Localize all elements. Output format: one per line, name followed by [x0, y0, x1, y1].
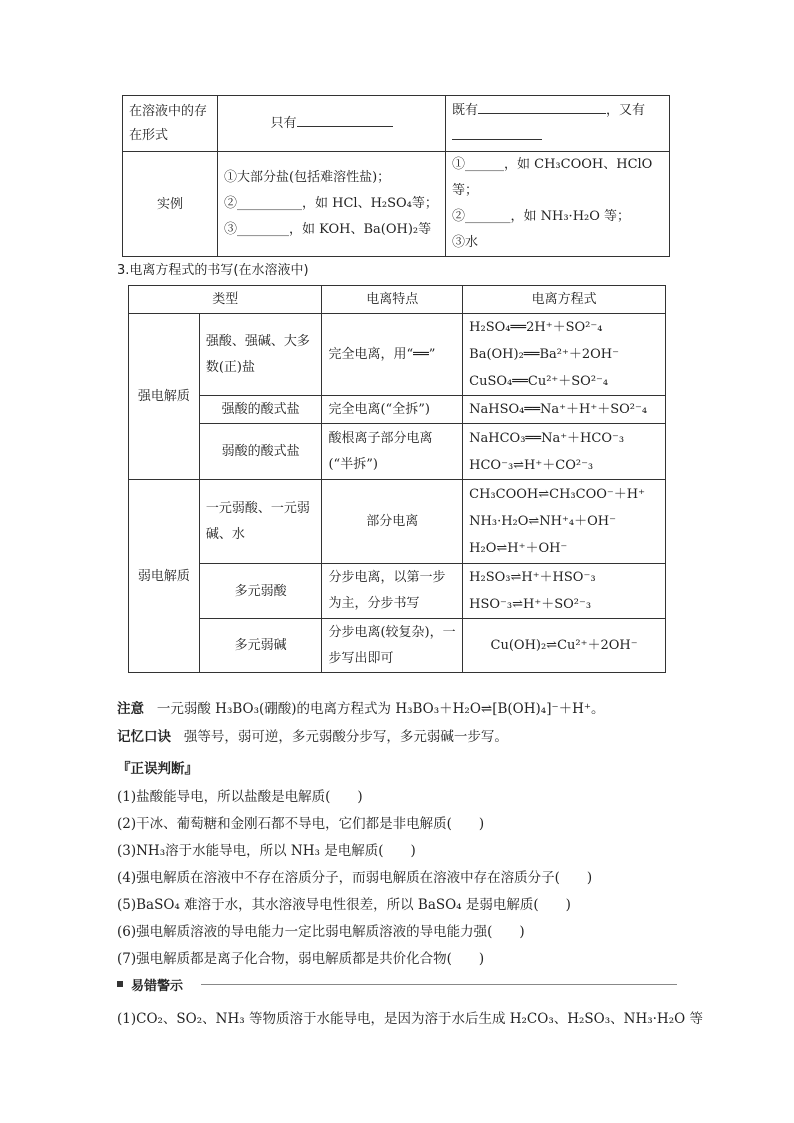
- feature-cell: 部分电离: [322, 480, 463, 564]
- equation: NaHSO₄══Na⁺＋H⁺＋SO²⁻₄: [469, 402, 648, 417]
- judge-item: (7)强电解质都是离子化合物，弱电解质都是共价化合物( ): [117, 951, 485, 967]
- judge-item: (2)干冰、葡萄糖和金刚石都不导电，它们都是非电解质( ): [117, 816, 485, 832]
- divider: [201, 984, 677, 985]
- judge-item: (6)强电解质溶液的导电能力一定比弱电解质溶液的导电能力强( ): [117, 924, 525, 940]
- existence-strong-text: 只有: [270, 116, 297, 131]
- note-text: 一元弱酸 H₃BO₃(硼酸)的电离方程式为 H₃BO₃＋H₂O⇌[B(OH)₄]⁻＋H⁺。: [156, 701, 605, 717]
- type-cell: 多元弱碱: [199, 619, 322, 673]
- type-cell: 一元弱酸、一元弱碱、水: [199, 480, 322, 564]
- header-equation: 电离方程式: [463, 286, 666, 314]
- header-feature: 电离特点: [322, 286, 463, 314]
- existence-weak-text: 既有: [452, 102, 479, 118]
- judge-item: (3)NH₃溶于水能导电，所以 NH₃ 是电解质( ): [117, 843, 416, 859]
- note-line: [117, 697, 605, 717]
- memo-line: [117, 725, 508, 745]
- weak-electrolyte-label: 弱电解质: [129, 480, 200, 673]
- type-cell: 强酸的酸式盐: [199, 396, 322, 424]
- equation: H₂O⇌H⁺＋OH⁻: [469, 541, 568, 556]
- equation: Ba(OH)₂══Ba²⁺＋2OH⁻: [469, 347, 619, 362]
- type-cell: 弱酸的酸式盐: [199, 424, 322, 480]
- warning-text: (1)CO₂、SO₂、NH₃ 等物质溶于水能导电，是因为溶于水后生成 H₂CO₃、H₂SO₃、NH₃·H₂O 等: [117, 1011, 703, 1027]
- feature-cell: 分步电离，以第一步为主，分步书写: [322, 564, 463, 619]
- equation-cell: [463, 314, 666, 396]
- blank: [452, 125, 542, 140]
- equation: CH₃COOH⇌CH₃COO⁻＋H⁺: [469, 487, 645, 502]
- note-label: 注意: [117, 701, 144, 717]
- memo-label: 记忆口诀: [117, 729, 171, 745]
- equation: H₂SO₃⇌H⁺＋HSO⁻₃: [469, 570, 596, 585]
- example-strong-cell: [218, 152, 446, 257]
- equation-cell: [463, 480, 666, 564]
- ionization-equation-table: [128, 285, 666, 673]
- equation: HSO⁻₃⇌H⁺＋SO²⁻₃: [469, 597, 592, 612]
- memo-text: 强等号，弱可逆，多元弱酸分步写，多元弱碱一步写。: [183, 729, 508, 745]
- example-weak-3: ③水: [452, 235, 479, 250]
- existence-weak-mid: ，又有: [606, 102, 646, 118]
- section-3-title: 3.电离方程式的书写(在水溶液中): [117, 263, 309, 278]
- equation: NH₃·H₂O⇌NH⁺₄＋OH⁻: [469, 514, 616, 529]
- square-bullet-icon: [117, 981, 123, 987]
- header-type: 类型: [129, 286, 322, 314]
- feature-cell: 酸根离子部分电离(“半拆”): [322, 424, 463, 480]
- equation-cell: [463, 424, 666, 480]
- judge-item: (4)强电解质在溶液中不存在溶质分子，而弱电解质在溶液中存在溶质分子( ): [117, 870, 593, 886]
- existence-strong-cell: [218, 96, 446, 152]
- example-strong-1: ①大部分盐(包括难溶性盐)；: [224, 170, 391, 185]
- blank: [297, 112, 393, 127]
- equation: HCO⁻₃⇌H⁺＋CO²⁻₃: [469, 457, 594, 473]
- feature-cell: 完全电离，用“══”: [322, 314, 463, 396]
- row-label-example: 实例: [123, 152, 218, 257]
- judge-item: (5)BaSO₄ 难溶于水，其水溶液导电性很差，所以 BaSO₄ 是弱电解质( ): [117, 897, 571, 913]
- equation: Cu(OH)₂⇌Cu²⁺＋2OH⁻: [490, 638, 638, 653]
- existence-form-table: [122, 95, 670, 257]
- judge-item: (1)盐酸能导电，所以盐酸是电解质( ): [117, 789, 363, 805]
- example-weak-cell: [446, 152, 670, 257]
- example-weak-1: ①______，如 CH₃COOH、HClO 等；: [452, 157, 653, 198]
- example-strong-2: ②__________，如 HCl、H₂SO₄等；: [224, 196, 438, 211]
- feature-cell: 完全电离(“全拆”): [322, 396, 463, 424]
- warning-header: [117, 975, 677, 993]
- equation-cell: [463, 396, 666, 424]
- warning-label: 易错警示: [131, 979, 184, 994]
- equation-cell: [463, 564, 666, 619]
- type-cell: 强酸、强碱、大多数(正)盐: [199, 314, 322, 396]
- equation-cell: [463, 619, 666, 673]
- row-label-existence: 在溶液中的存在形式: [123, 96, 218, 152]
- strong-electrolyte-label: 强电解质: [129, 314, 200, 480]
- equation: H₂SO₄══2H⁺＋SO²⁻₄: [469, 320, 603, 335]
- equation: NaHCO₃══Na⁺＋HCO⁻₃: [469, 430, 625, 446]
- feature-cell: 分步电离(较复杂)，一步写出即可: [322, 619, 463, 673]
- type-cell: 多元弱酸: [199, 564, 322, 619]
- blank: [478, 99, 606, 114]
- example-weak-2: ②_______，如 NH₃·H₂O 等；: [452, 209, 631, 224]
- equation: CuSO₄══Cu²⁺＋SO²⁻₄: [469, 374, 609, 389]
- example-strong-3: ③________，如 KOH、Ba(OH)₂等: [224, 222, 432, 237]
- judge-header: 『正误判断』: [117, 761, 198, 777]
- existence-weak-cell: [446, 96, 670, 152]
